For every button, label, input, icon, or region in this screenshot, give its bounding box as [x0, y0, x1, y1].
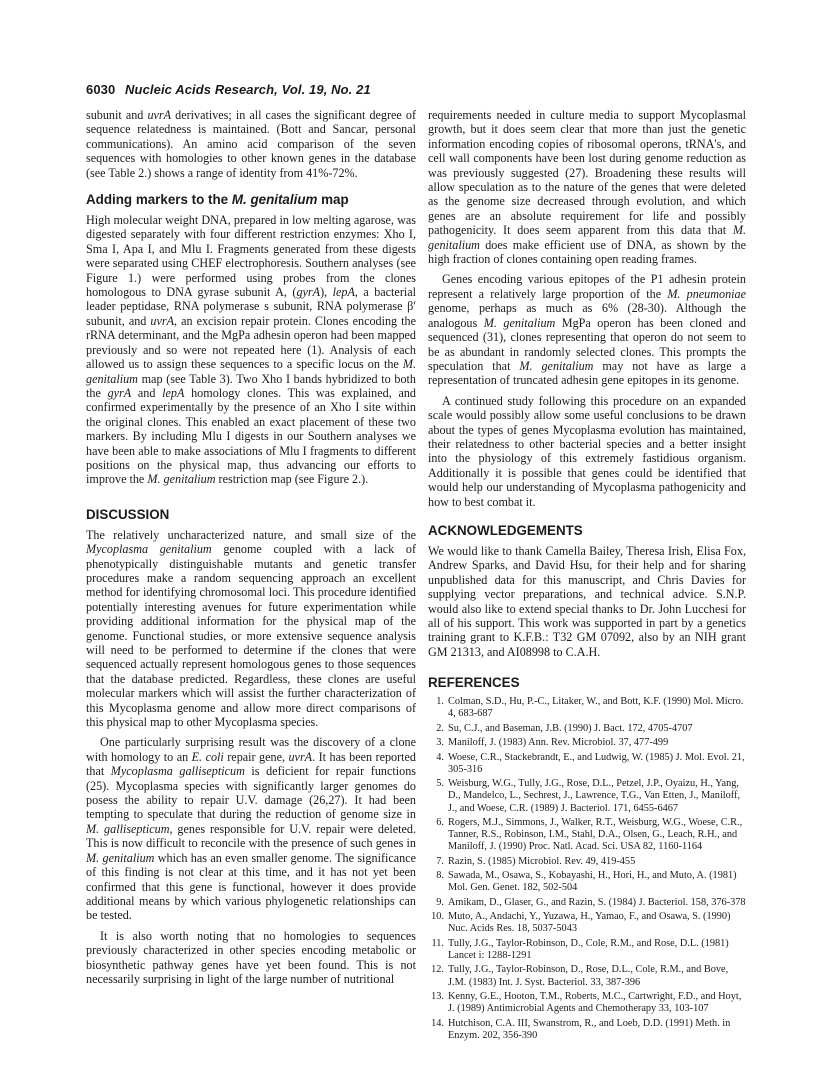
running-header — [86, 82, 371, 97]
reference-text: Tully, J.G., Taylor-Robinson, D., Rose, D.L., Cole, R.M., and Bove, J.M. (1983) Int. J. Syst. Bacteriol. 33, 387-396 — [448, 964, 729, 988]
reference-item — [428, 856, 746, 868]
reference-item — [428, 897, 746, 909]
reference-text: Su, C.J., and Baseman, J.B. (1990) J. Bact. 172, 4705-4707 — [448, 722, 693, 734]
reference-text: Tully, J.G., Taylor-Robinson, D., Cole, R.M., and Rose, D.L. (1981) Lancet i: 1288-1291 — [448, 937, 729, 961]
reference-text: Kenny, G.E., Hooton, T.M., Roberts, M.C., Cartwright, F.D., and Hoyt, J. (1989) Antimicrobial Agents and Chemotherapy 33, 103-107 — [448, 990, 742, 1015]
reference-text: Weisburg, W.G., Tully, J.G., Rose, D.L., Petzel, J.P., Oyaizu, H., Yang, D., Mandelco, L., Sechrest, J., Lawrence, T.G., Van Etten, J., Maniloff, J., and Woese, C.R. (1989) J. Bacteriol. 171, 6455-6467 — [448, 778, 741, 814]
reference-number: 4. — [436, 751, 444, 763]
paragraph-acknowledgements: We would like to thank Camella Bailey, Theresa Irish, Elisa Fox, Andrew Sparks, and David Hsu, for their help and for sharing unpublished data for this manuscript, and Chris Davies for supplying vector preparations, and technical advice. S.N.P. would also like to extend special thanks to Dr. John Lucchesi for all of his support. This work was supported in part by a genetics training grant to K.F.B.: T32 GM 07092, also by an NIH grant GM 21313, and AI08998 to C.A.H. — [428, 543, 746, 659]
reference-number: 7. — [436, 855, 444, 867]
reference-text: Colman, S.D., Hu, P.-C., Litaker, W., and Bott, K.F. (1990) Mol. Micro. 4, 683-687 — [448, 696, 744, 720]
reference-item — [428, 1018, 746, 1042]
section-heading-acknowledgements: ACKNOWLEDGEMENTS — [428, 522, 583, 538]
reference-number: 8. — [436, 870, 444, 882]
paragraph-discussion-2: One particularly surprising result was the discovery of a clone with homology to an E. coli repair gene, uvrA. It has been reported that Mycoplasma gallisepticum is deficient for repair functions (25). Mycoplasma species with significantly larger genomes do posess the ability to repair U.V. damage (26,27). It had been tempting to speculate that during the reduction of genome size in M. gallisepticum, genes responsible for U.V. repair were deleted. This is now difficult to reconcile with the presence of such genes in M. genitalium which has an even smaller genome. The significance of this finding is not clear at this time, and it has not yet been confirmed that this gene is functional, however it does provide additional means by which various phylogenetic relationships can be tested. — [86, 735, 416, 923]
reference-number: 10. — [431, 911, 444, 923]
reference-item — [428, 911, 746, 935]
section-heading-references: REFERENCES — [428, 675, 520, 691]
reference-number: 13. — [431, 990, 444, 1002]
reference-number: 6. — [436, 816, 444, 828]
paragraph-discussion-5: Genes encoding various epitopes of the P1 adhesin protein represent a relatively large proportion of the M. pneumoniae genome, perhaps as much as 6% (28-30). Although the analogous M. genitalium MgPa operon has been cloned and sequenced (31), clones representing that operon do not seem to be as abundant in randomly selected clones. This prompts the speculation that M. genitalium may not have as large a representation of truncated adhesin gene epitopes in its genome. — [428, 272, 746, 388]
reference-item — [428, 938, 746, 962]
reference-number: 2. — [436, 722, 444, 734]
section-heading-discussion: DISCUSSION — [86, 506, 170, 522]
reference-item — [428, 723, 746, 735]
reference-item — [428, 817, 746, 854]
reference-item — [428, 778, 746, 815]
paragraph-markers: High molecular weight DNA, prepared in low melting agarose, was digested separately with four different restriction enzymes: Xho I, Sma I, Apa I, and Mlu I. Fragments generated from these digests were separated using CHEF electrophoresis. Southern analyses (see Figure 1.) were performed using probes from the clones homologous to DNA gyrase subunit A, (gyrA), lepA, a bacterial leader peptidase, RNA polymerase s subunit, RNA polymerase β′ subunit, and uvrA, an excision repair protein. Clones encoding the rRNA determinant, and the MgPa adhesin operon had been mapped previously and so were not repeated here (1). Analysis of each allowed us to assign these sequences to a specific locus on the M. genitalium map (see Table 3). Two Xho I bands hybridized to both the gyrA and lepA homology clones. This was explained, and confirmed experimentally by the presence of an Xho I site within the original clones. This enabled an exact placement of these two markers. By including Mlu I digests in our Southern analyses we have been able to make associations of Mlu I fragments to different positions on the physical map, thus advancing our efforts to improve the M. genitalium restriction map (see Figure 2.). — [86, 213, 416, 487]
reference-number: 14. — [431, 1017, 444, 1029]
reference-number: 1. — [436, 696, 444, 708]
right-column — [428, 108, 746, 1044]
reference-text: Maniloff, J. (1983) Ann. Rev. Microbiol. 37, 477-499 — [448, 737, 669, 749]
journal-citation: Nucleic Acids Research, Vol. 19, No. 21 — [125, 82, 371, 97]
reference-number: 5. — [436, 778, 444, 790]
reference-number: 12. — [431, 964, 444, 976]
reference-number: 9. — [436, 896, 444, 908]
reference-item — [428, 964, 746, 988]
reference-text: Razin, S. (1985) Microbiol. Rev. 49, 419-455 — [448, 855, 636, 867]
reference-item — [428, 991, 746, 1015]
paragraph-discussion-6: A continued study following this procedure on an expanded scale would possibly allow some useful conclusions to be drawn about the types of genes Mycoplasma evolution has maintained, their relatedness to other bacterial species and a better insight into the physiology of this extremely fastidious organism. Additionally it is possible that genes could be identified that would help our understanding of Mycoplasma pathogenicity and how to best combat it. — [428, 393, 746, 509]
reference-text: Muto, A., Andachi, Y., Yuzawa, H., Yamao, F., and Osawa, S. (1990) Nuc. Acids Res. 18, 5037-5043 — [448, 911, 731, 935]
reference-number: 3. — [436, 737, 444, 749]
reference-item — [428, 870, 746, 894]
reference-text: Woese, C.R., Stackebrandt, E., and Ludwig, W. (1985) J. Mol. Evol. 21, 305-316 — [448, 751, 745, 775]
reference-text: Amikam, D., Glaser, G., and Razin, S. (1984) J. Bacteriol. 158, 376-378 — [448, 896, 746, 908]
reference-item — [428, 737, 746, 749]
paragraph-discussion-1: The relatively uncharacterized nature, and small size of the Mycoplasma genitalium genome coupled with a lack of phenotypically distinguishable mutants and genetic transfer procedures make a random sequencing approach an excellent method for identifying chromosomal loci. This procedure identified potentially interesting avenues for future experimentation while providing additional information for the physical map of the genome. Functional studies, or more extensive sequence analysis will need to be performed to determine if the clones that were sequenced actually represent homologous genes to those sequences that the database predicted. Regardless, these clones are useful molecular markers which will assist the further characterization of this Mycoplasma genome and allow more direct comparisons of this physical map to other Mycoplasma species. — [86, 527, 416, 730]
paragraph-discussion-3: It is also worth noting that no homologies to sequences previously characterized in other species encoding metabolic or biosynthetic pathway genes have yet been found. This is not necessarily surprising in light of the large number of nutritional — [86, 928, 416, 986]
reference-item — [428, 752, 746, 776]
reference-number: 11. — [431, 937, 444, 949]
section-heading-markers: Adding markers to the M. genitalium map — [86, 192, 349, 208]
page-number: 6030 — [86, 82, 116, 97]
paragraph-discussion-4: requirements needed in culture media to support Mycoplasmal growth, but it does seem clear that more than just the genetic information encoding copies of ribosomal operons, tRNA's, and cell wall components have been lost during genome reduction as was previously suggested (27). Broadening these results will allow speculation as to the nature of the genes that were deleted as the genome size decreased through evolution, and which genes are an absolute requirement for life and possibly pathogenicity. It does seem apparent from this data that M. genitalium does make efficient use of DNA, as shown by the high fraction of clones containing open reading frames. — [428, 108, 746, 267]
reference-text: Rogers, M.J., Simmons, J., Walker, R.T., Weisburg, W.G., Woese, C.R., Tanner, R.S., Robinson, I.M., Stahl, D.A., Olsen, G., Leach, R.H., and Maniloff, J. (1990) Proc. Natl. Acad. Sci. USA 82, 1160-1164 — [448, 816, 743, 853]
reference-text: Hutchison, C.A. III, Swanstrom, R., and Loeb, D.D. (1991) Meth. in Enzym. 202, 356-390 — [448, 1017, 731, 1041]
reference-list — [428, 696, 746, 1042]
paragraph-continued: subunit and uvrA derivatives; in all cases the significant degree of sequence relatedness is maintained. (Bott and Sancar, personal communications). An amino acid comparison of the seven sequences with homologies to other known genes in the database (see Table 2.) shows a range of identity from 41%-72%. — [86, 108, 417, 180]
reference-item — [428, 696, 746, 720]
reference-text: Sawada, M., Osawa, S., Kobayashi, H., Hori, H., and Muto, A. (1981) Mol. Gen. Genet. 182, 502-504 — [448, 870, 737, 894]
left-column — [86, 108, 416, 986]
